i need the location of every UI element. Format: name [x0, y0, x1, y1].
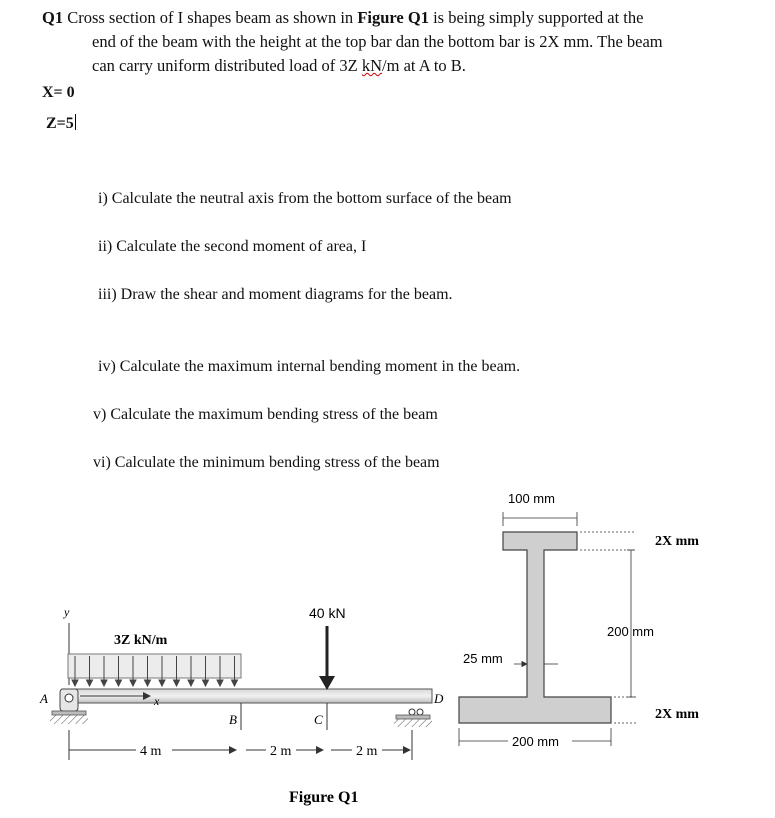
web-height-label: 200 mm — [607, 624, 654, 639]
udl-load — [68, 654, 241, 686]
bottom-width-label: 200 mm — [512, 734, 559, 749]
roller-support-d — [394, 709, 432, 727]
udl-arrowhead — [101, 680, 107, 686]
udl-arrowhead — [145, 680, 151, 686]
udl-arrowhead — [188, 680, 194, 686]
point-d-label: D — [434, 691, 444, 706]
item-vi: vi) Calculate the minimum bending stress of the beam — [93, 454, 440, 471]
dim-bc: 2 m — [270, 744, 292, 759]
y-axis-label: y — [64, 605, 70, 619]
udl-arrowhead — [159, 680, 165, 686]
point-a-label: A — [40, 691, 48, 706]
figure-reference: Figure Q1 — [357, 8, 429, 27]
udl-arrowhead — [174, 680, 180, 686]
i-beam-shape — [459, 532, 611, 723]
spellcheck-underline: kN — [361, 56, 383, 75]
udl-arrowhead — [217, 680, 223, 686]
i-section — [459, 491, 699, 749]
udl-arrowhead — [203, 680, 209, 686]
item-iv: iv) Calculate the maximum internal bending moment in the beam. — [98, 358, 521, 375]
udl-arrowhead — [130, 680, 136, 686]
udl-arrowhead — [232, 680, 238, 686]
variable-x: X= 0 — [42, 84, 75, 101]
item-i: i) Calculate the neutral axis from the bottom surface of the beam — [98, 190, 512, 207]
question-line-3: can carry uniform distributed load of 3Z kN/m at A to B. — [92, 56, 466, 75]
figure-caption: Figure Q1 — [289, 789, 359, 806]
item-v: v) Calculate the maximum bending stress of the beam — [93, 406, 438, 423]
point-load-arrowhead — [319, 676, 335, 690]
udl-arrowhead — [72, 680, 78, 686]
item-iii: iii) Draw the shear and moment diagrams for the beam. — [98, 286, 453, 303]
udl-arrowhead — [116, 680, 122, 686]
top-flange-thickness-label: 2X mm — [655, 534, 699, 549]
point-b-label: B — [229, 712, 237, 727]
question-number: Q1 — [42, 8, 64, 27]
question-line-2: end of the beam with the height at the top bar dan the bottom bar is 2X mm. The beam — [92, 32, 663, 51]
x-axis-label: x — [154, 694, 160, 708]
udl-arrowhead — [87, 680, 93, 686]
point-c-label: C — [314, 712, 323, 727]
dim-cd: 2 m — [356, 744, 378, 759]
variable-z[interactable]: Z=5 — [46, 115, 74, 132]
web-thickness-label: 25 mm — [463, 651, 503, 666]
dim-ab: 4 m — [140, 744, 162, 759]
point-load-label: 40 kN — [309, 605, 346, 621]
udl-label: 3Z kN/m — [114, 633, 168, 648]
question-line-1: Q1 Cross section of I shapes beam as shown in Figure Q1 is being simply supported at the — [42, 8, 644, 27]
beam-diagram — [39, 605, 444, 760]
item-ii: ii) Calculate the second moment of area, I — [98, 238, 367, 255]
top-width-label: 100 mm — [508, 491, 555, 506]
bottom-flange-thickness-label: 2X mm — [655, 707, 699, 722]
